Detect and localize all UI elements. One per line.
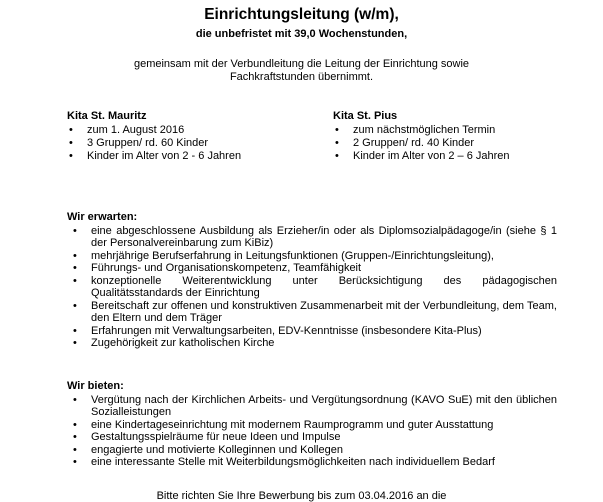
intro-text — [0, 58, 603, 84]
kita-st-mauritz — [67, 110, 307, 163]
intro-line: gemeinsam mit der Verbundleitung die Leitung der Einrichtung sowie — [133, 58, 470, 70]
intro-line: Fachkraftstunden übernimmt. — [229, 71, 374, 83]
section-heading: Wir erwarten: — [67, 211, 138, 223]
expectations-list — [67, 225, 557, 350]
list-item: • Zugehörigkeit zur katholischen Kirche — [67, 337, 557, 350]
list-item: • eine abgeschlossene Ausbildung als Erzieher/in oder als Diplomsozialpädagoge/in (siehe § 1 der Personalvereinbarung zum KiBiz) — [67, 225, 557, 250]
kita-details-list — [333, 124, 583, 163]
list-item: • Vergütung nach der Kirchlichen Arbeits- und Vergütungsordnung (KAVO SuE) mit den üblichen Sozialleistungen — [67, 394, 557, 419]
list-item: • zum 1. August 2016 — [67, 124, 307, 137]
list-item: • eine Kindertageseinrichtung mit modernem Raumprogramm und guter Ausstattung — [67, 419, 557, 432]
list-item: • 2 Gruppen/ rd. 40 Kinder — [333, 137, 583, 150]
expectations-section — [67, 211, 557, 350]
kita-st-pius — [333, 110, 583, 163]
list-item: • Bereitschaft zur offenen und konstruktiven Zusammenarbeit mit der Verbundleitung, dem Team, den Eltern und dem Träger — [67, 300, 557, 325]
list-item: • engagierte und motivierte Kolleginnen und Kollegen — [67, 444, 557, 457]
list-item: • 3 Gruppen/ rd. 60 Kinder — [67, 137, 307, 150]
list-item: • mehrjährige Berufserfahrung in Leitungsfunktionen (Gruppen-/Einrichtungsleitung), — [67, 250, 557, 263]
page-title: Einrichtungsleitung (w/m), — [204, 6, 399, 23]
kita-name: Kita St. Pius — [333, 110, 398, 122]
list-item: • konzeptionelle Weiterentwicklung unter Berücksichtigung des pädagogischen Qualitätsstandards der Einrichtung — [67, 275, 557, 300]
kita-details-list — [67, 124, 307, 163]
list-item: • eine interessante Stelle mit Weiterbildungsmöglichkeiten nach individuellem Bedarf — [67, 456, 557, 469]
list-item: • zum nächstmöglichen Termin — [333, 124, 583, 137]
section-heading: Wir bieten: — [67, 380, 124, 392]
list-item: • Kinder im Alter von 2 - 6 Jahren — [67, 150, 307, 163]
list-item: • Führungs- und Organisationskompetenz, Teamfähigkeit — [67, 262, 557, 275]
offer-section — [67, 380, 557, 469]
application-note: Bitte richten Sie Ihre Bewerbung bis zum 03.04.2016 an die — [156, 490, 447, 502]
kita-name: Kita St. Mauritz — [67, 110, 147, 122]
list-item: • Erfahrungen mit Verwaltungsarbeiten, EDV-Kenntnisse (insbesondere Kita-Plus) — [67, 325, 557, 338]
list-item: • Gestaltungsspielräume für neue Ideen und Impulse — [67, 431, 557, 444]
list-item: • Kinder im Alter von 2 – 6 Jahren — [333, 150, 583, 163]
page-subtitle: die unbefristet mit 39,0 Wochenstunden, — [195, 28, 408, 40]
offer-list — [67, 394, 557, 469]
